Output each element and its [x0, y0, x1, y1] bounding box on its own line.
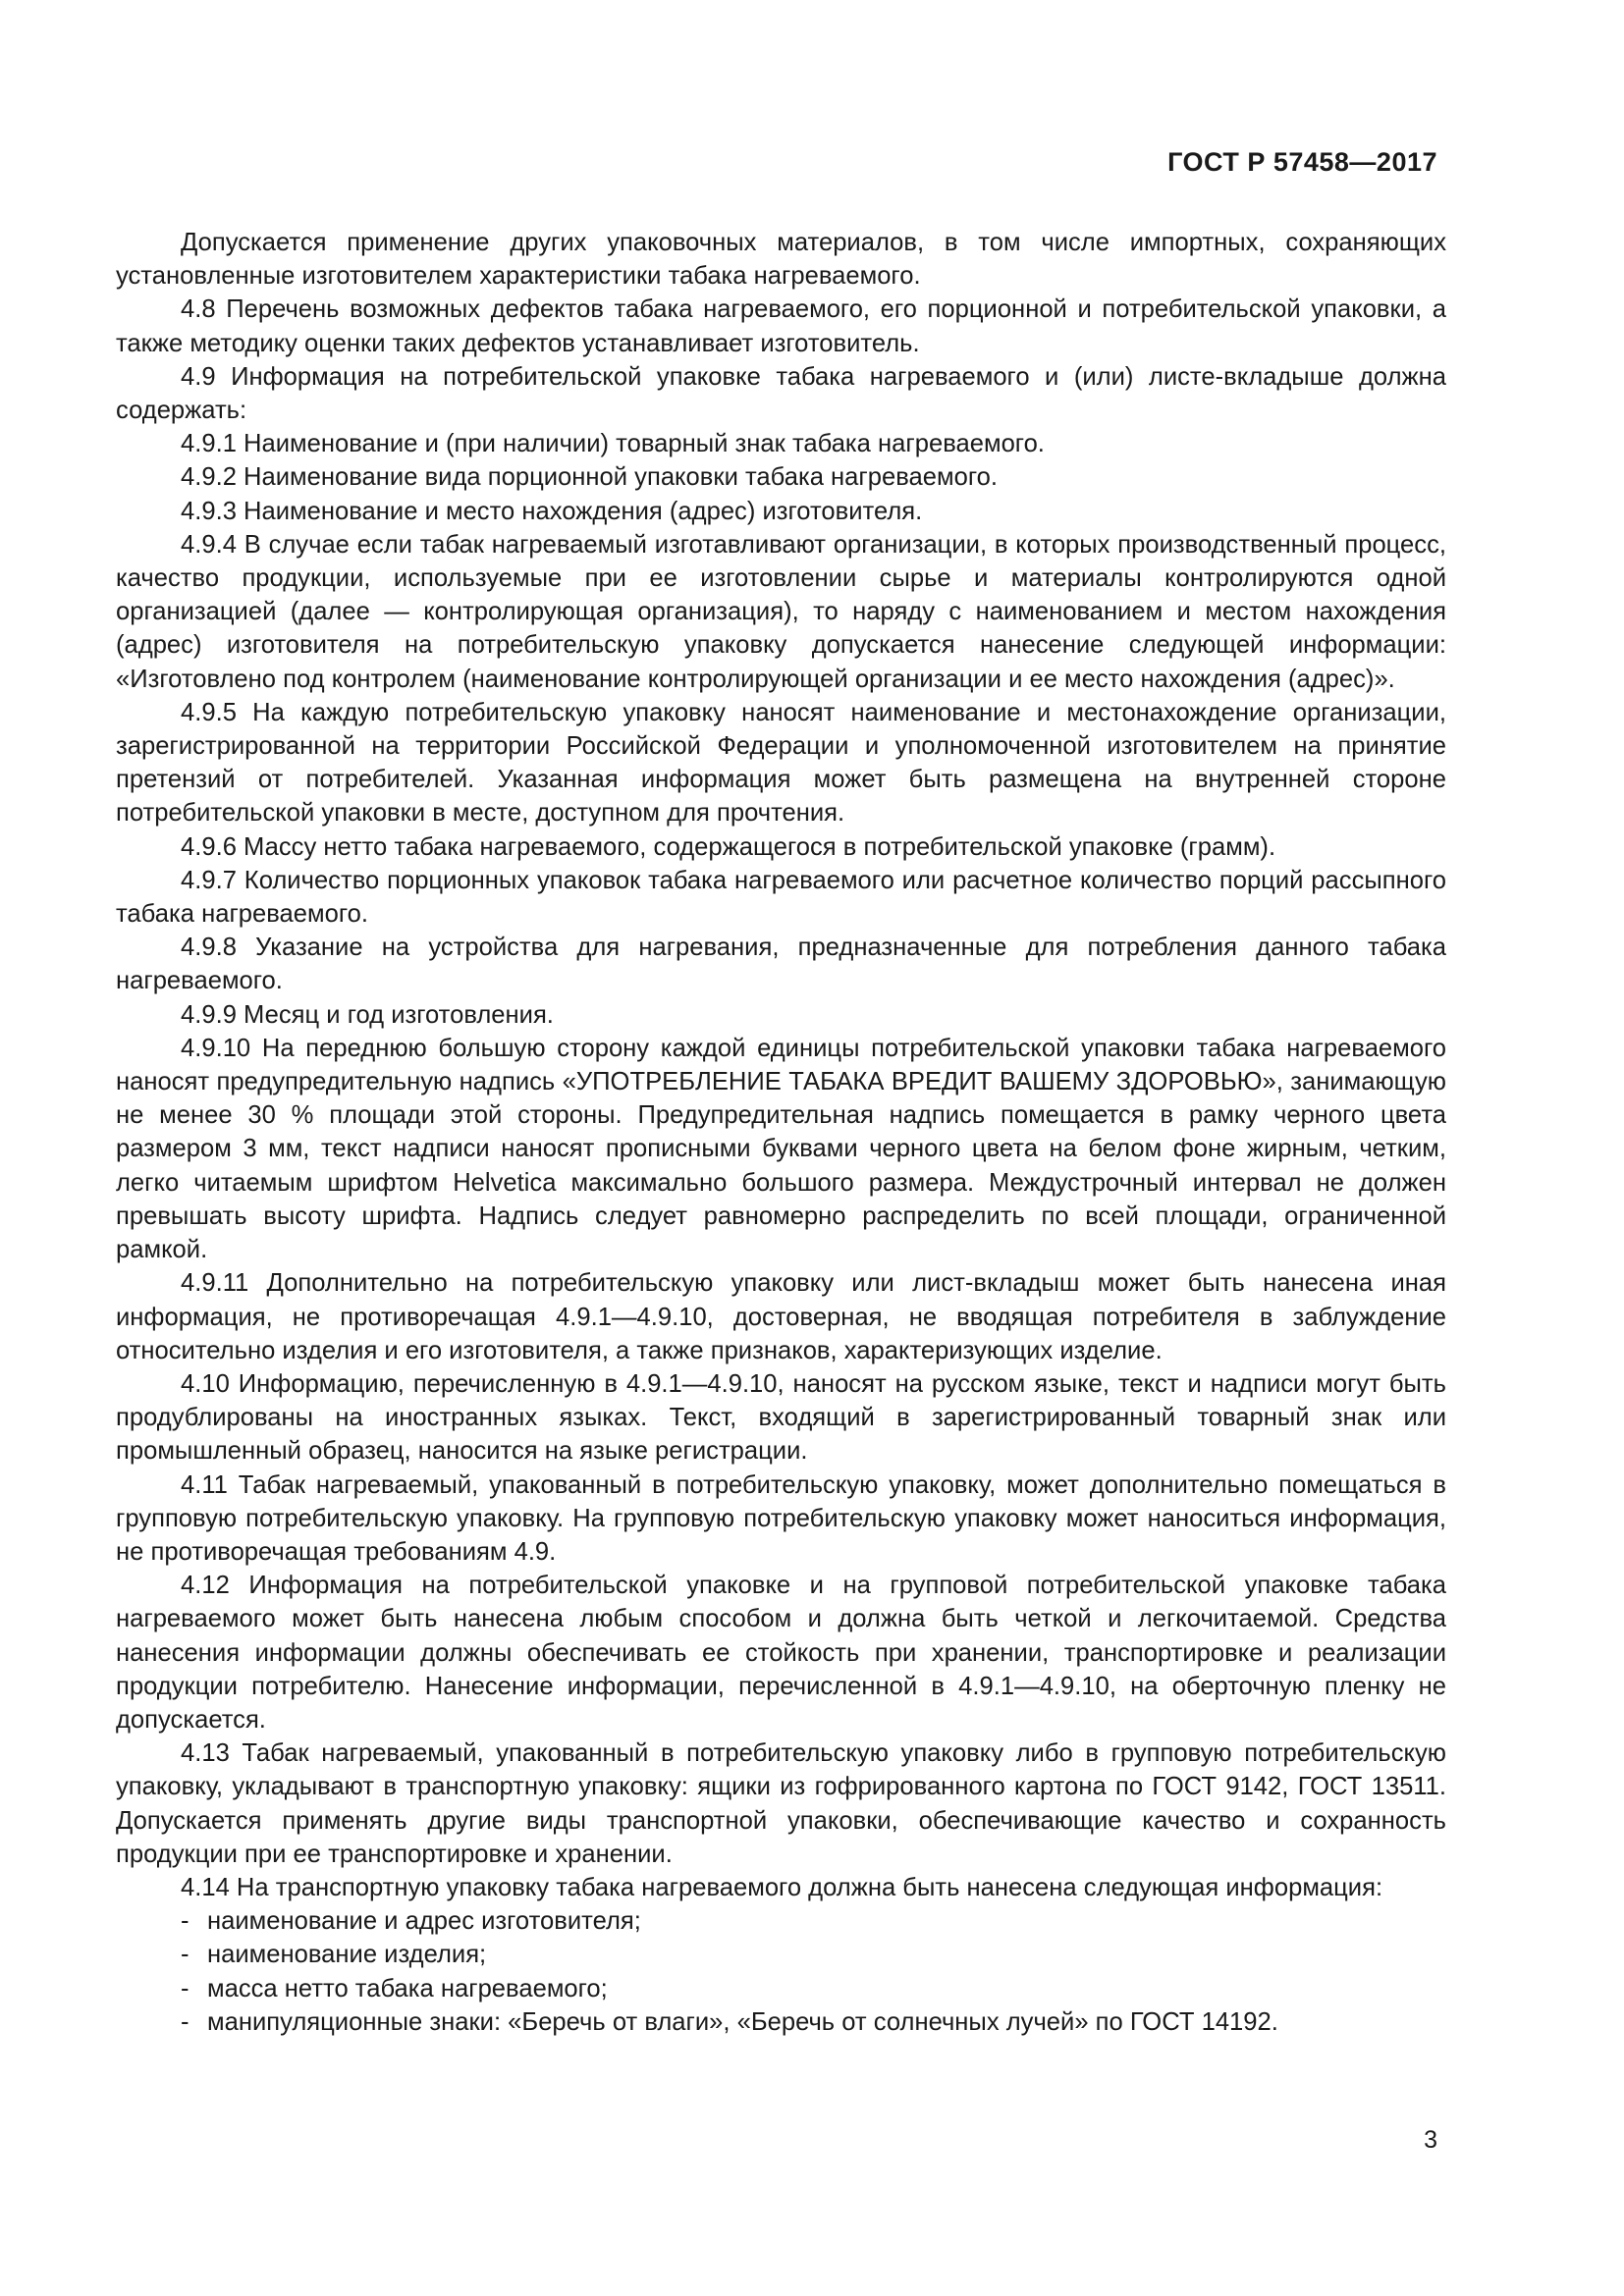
paragraph: 4.9.4 В случае если табак нагреваемый изготавливают организации, в которых производственный процесс, качество продукции, используемые при ее изготовлении сырье и материалы контролируются одной организацией (далее — контролирующая организация), то наряду с наименованием и местом нахождения (адрес) изготовителя на потребительскую упаковку допускается нанесение следующей информации: «Изготовлено под контролем (наименование контролирующей организации и ее место нахождения (адрес)».: [116, 530, 1446, 693]
paragraph: 4.12 Информация на потребительской упаковке и на групповой потребительской упаковке табака нагреваемого может быть нанесена любым способом и должна быть четкой и легкочитаемой. Средства нанесения информации должны обеспечивать ее стойкость при хранении, транспортировке и реализации продукции потребителю. Нанесение информации, перечисленной в 4.9.1—4.9.10, на оберточную пленку не допускается.: [116, 1572, 1446, 1734]
transport-info-list: [116, 1904, 1446, 2039]
list-item-text: наименование и адрес изготовителя;: [207, 1907, 641, 1936]
paragraph: 4.9 Информация на потребительской упаковке табака нагреваемого и (или) листе-вкладыше должна содержать:: [116, 362, 1446, 425]
paragraph: 4.10 Информацию, перечисленную в 4.9.1—4.9.10, наносят на русском языке, текст и надписи могут быть продублированы на иностранных языках. Текст, входящий в зарегистрированный товарный знак или промышленный образец, наносится на языке регистрации.: [116, 1369, 1446, 1466]
paragraph: 4.14 На транспортную упаковку табака нагреваемого должна быть нанесена следующая информация:: [181, 1873, 1383, 1901]
paragraph: 4.9.8 Указание на устройства для нагревания, предназначенные для потребления данного табака нагреваемого.: [116, 934, 1446, 995]
paragraph: 4.9.6 Массу нетто табака нагреваемого, содержащегося в потребительской упаковке (грамм).: [181, 832, 1276, 861]
list-item: [116, 1972, 1446, 2005]
paragraph: 4.9.5 На каждую потребительскую упаковку наносят наименование и местонахождение организации, зарегистрированной на территории Российской Федерации и уполномоченной изготовителем на принятие претензий от потребителей. Указанная информация может быть размещена на внутренней стороне потребительской упаковки в месте, доступном для прочтения.: [116, 698, 1446, 828]
document-body: [116, 226, 1446, 2039]
list-item-text: масса нетто табака нагреваемого;: [207, 1974, 608, 2002]
paragraph: 4.9.10 На переднюю большую сторону каждой единицы потребительской упаковки табака нагреваемого наносят предупредительную надпись «УПОТРЕБЛЕНИЕ ТАБАКА ВРЕДИТ ВАШЕМУ ЗДОРОВЬЮ», занимающую не менее 30 % площади этой стороны. Предупредительная надпись помещается в рамку черного цвета размером 3 мм, текст надписи наносят прописными буквами черного цвета на белом фоне жирным, четким, легко читаемым шрифтом Helvetica максимально большого размера. Междустрочный интервал не должен превышать высоту шрифта. Надпись следует равномерно распределить по всей площади, ограниченной рамкой.: [116, 1034, 1446, 1264]
document-id-header: ГОСТ Р 57458—2017: [1167, 147, 1437, 177]
paragraph: 4.9.1 Наименование и (при наличии) товарный знак табака нагреваемого.: [181, 430, 1045, 458]
paragraph: 4.9.3 Наименование и место нахождения (адрес) изготовителя.: [181, 497, 923, 525]
paragraph: 4.9.11 Дополнительно на потребительскую упаковку или лист-вкладыш может быть нанесена иная информация, не противоречащая 4.9.1—4.9.10, достоверная, не вводящая потребителя в заблуждение относительно изделия и его изготовителя, а также признаков, характеризующих изделие.: [116, 1269, 1446, 1364]
list-dash: -: [181, 1907, 189, 1936]
list-item-text: наименование изделия;: [207, 1941, 487, 1969]
paragraph: 4.8 Перечень возможных дефектов табака нагреваемого, его порционной и потребительской упаковки, а также методику оценки таких дефектов устанавливает изготовитель.: [116, 295, 1446, 357]
list-dash: -: [181, 2007, 189, 2036]
paragraph: 4.9.9 Месяц и год изготовления.: [181, 1000, 554, 1029]
paragraph: Допускается применение других упаковочных материалов, в том числе импортных, сохраняющих установленные изготовителем характеристики табака нагреваемого.: [116, 229, 1446, 291]
paragraph: 4.13 Табак нагреваемый, упакованный в потребительскую упаковку либо в групповую потребительскую упаковку, укладывают в транспортную упаковку: ящики из гофрированного картона по ГОСТ 9142, ГОСТ 13511. Допускается применять другие виды транспортной упаковки, обеспечивающие качество и сохранность продукции при ее транспортировке и хранении.: [116, 1739, 1446, 1868]
list-dash: -: [181, 1974, 189, 2002]
paragraph: 4.9.2 Наименование вида порционной упаковки табака нагреваемого.: [181, 463, 998, 492]
list-item-text: манипуляционные знаки: «Беречь от влаги», «Беречь от солнечных лучей» по ГОСТ 14192.: [207, 2007, 1278, 2036]
list-item: [116, 2005, 1446, 2039]
list-item: [116, 1938, 1446, 1971]
paragraph: 4.11 Табак нагреваемый, упакованный в потребительскую упаковку, может дополнительно помещаться в групповую потребительскую упаковку. На групповую потребительскую упаковку может наноситься информация, не противоречащая требованиям 4.9.: [116, 1470, 1446, 1566]
list-dash: -: [181, 1941, 189, 1969]
list-item: [116, 1904, 1446, 1938]
paragraph: 4.9.7 Количество порционных упаковок табака нагреваемого или расчетное количество порций рассыпного табака нагреваемого.: [116, 866, 1446, 929]
page-number: 3: [1424, 2126, 1437, 2154]
